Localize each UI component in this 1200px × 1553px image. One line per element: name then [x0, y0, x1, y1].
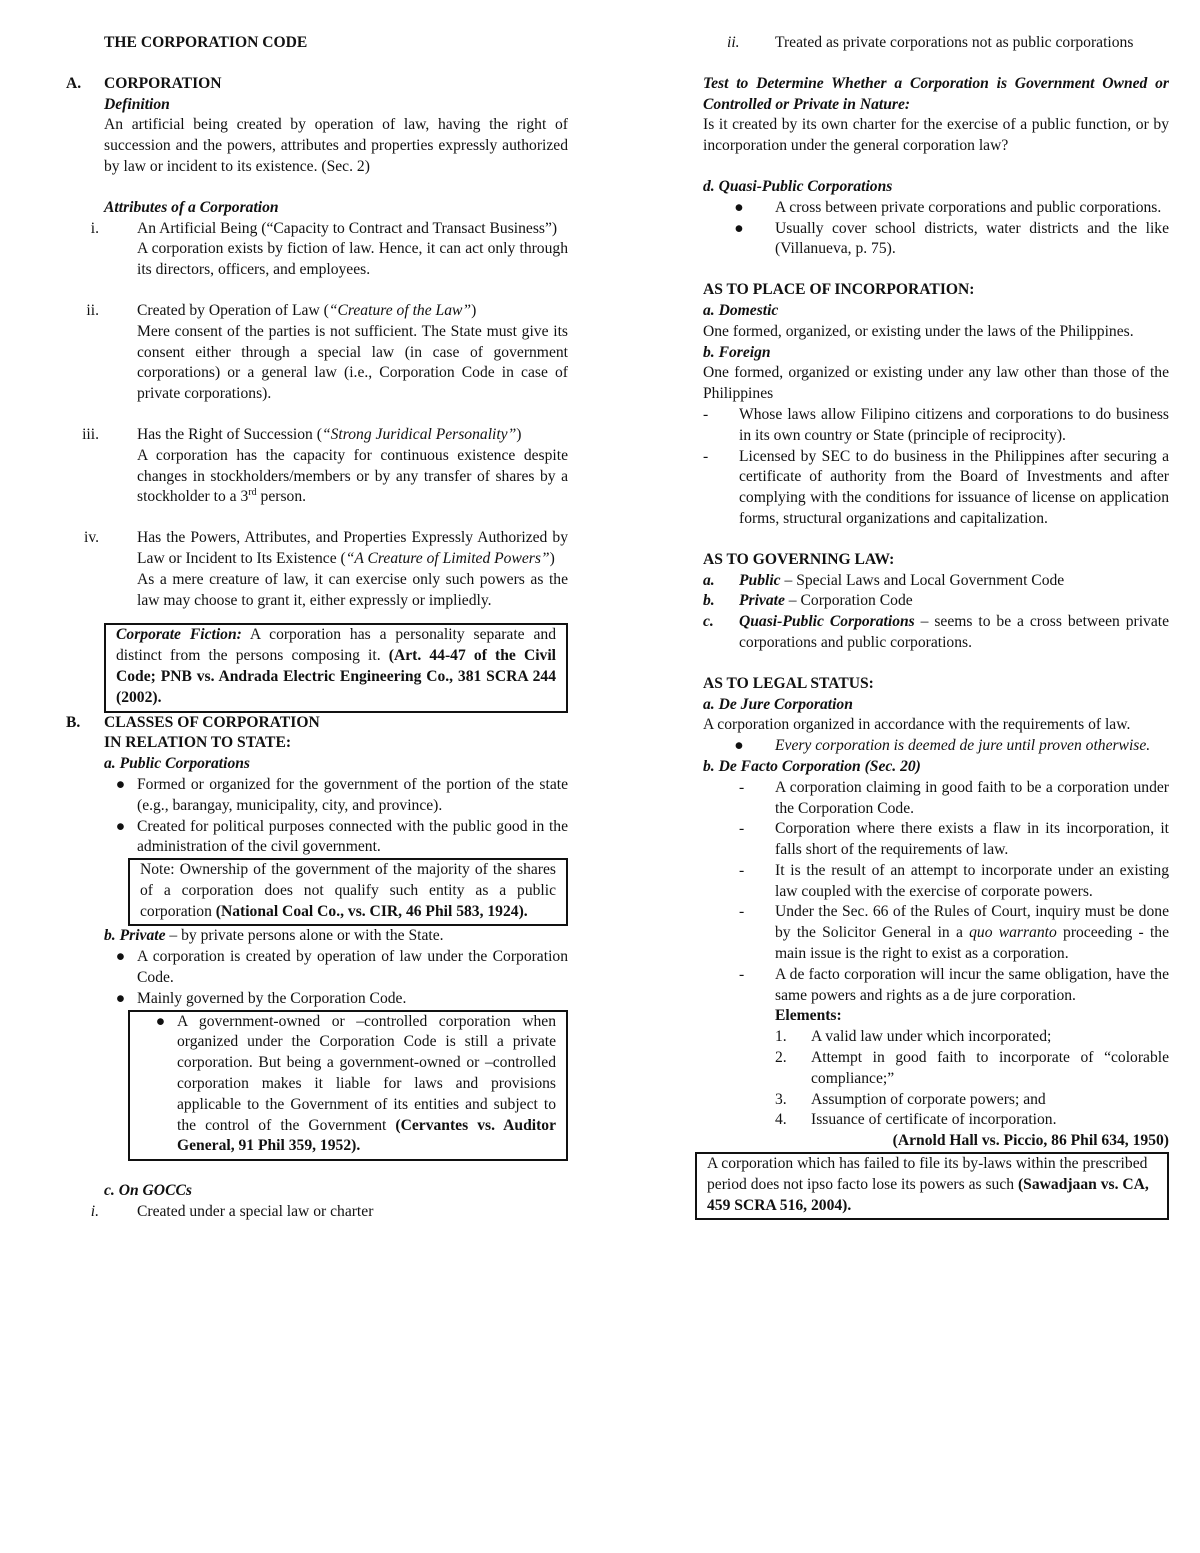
section-a-heading: [66, 74, 568, 95]
list-item: [703, 902, 1169, 964]
list-item-text: Attempt in good faith to incorporate of “colorable compliance;”: [811, 1049, 1169, 1087]
list-item-letter: b.: [703, 592, 715, 610]
list-item-text: A cross between private corporations and public corporations.: [775, 198, 1162, 216]
list-item-text: It is the result of an attempt to incorporate under an existing law coupled with the exercise of corporate powers.: [775, 861, 1169, 900]
right-column: [703, 33, 1169, 1220]
place-heading: AS TO PLACE OF INCORPORATION:: [703, 281, 975, 299]
dash-icon: -: [739, 861, 745, 879]
list-item-name: Quasi-Public Corporations: [739, 613, 915, 631]
note-text: Note: Ownership of the government of the majority of the shares of a corporation does not qualify such entity as a public corporation: [140, 861, 556, 920]
list-item: [703, 1048, 1169, 1090]
attribute-title-emphasis: “Creature of the Law”: [328, 301, 472, 319]
list-item-number: 4.: [775, 1111, 787, 1129]
attribute-title-emphasis: “A Creature of Limited Powers”: [345, 549, 550, 567]
attribute-body: A corporation exists by fiction of law. Hence, it can act only through its directors, officers, and employees.: [137, 240, 568, 279]
list-item-text: Every corporation is deemed de jure until proven otherwise.: [775, 737, 1151, 755]
list-item: [703, 571, 1169, 592]
list-item: [703, 819, 1169, 861]
attribute-body: As a mere creature of law, it can exercise only such powers as the law may choose to grant it, either expressly or impliedly.: [137, 570, 568, 609]
dash-icon: -: [739, 778, 745, 796]
list-item: [703, 198, 1169, 219]
list-item-text: – seems to be a cross between private corporations and public corporations.: [739, 613, 1170, 651]
private-heading: b. Private: [104, 927, 166, 945]
de-facto-heading: b. De Facto Corporation (Sec. 20): [703, 757, 921, 775]
list-item-name: Public: [739, 571, 781, 589]
section-a-label: A.: [66, 74, 82, 92]
list-item: [703, 1090, 1169, 1111]
list-item: [66, 1202, 568, 1223]
attribute-title: [137, 425, 568, 446]
dash-icon: -: [739, 820, 745, 838]
dash-icon: -: [703, 447, 709, 465]
corporate-fiction-box: [104, 623, 568, 712]
list-item: [66, 989, 568, 1010]
list-item-letter: a.: [703, 571, 715, 589]
test-heading: Test to Determine Whether a Corporation is Government Owned or Controlled or Private in Nature:: [703, 74, 1169, 113]
attribute-number: iv.: [83, 529, 99, 547]
bullet-icon: ●: [734, 219, 744, 237]
elements-citation: (Arnold Hall vs. Piccio, 86 Phil 634, 1950): [892, 1132, 1169, 1150]
bullet-icon: ●: [155, 1012, 166, 1030]
attribute-number: ii.: [86, 301, 99, 319]
domestic-text: One formed, organized, or existing under the laws of the Philippines.: [703, 322, 1134, 340]
list-item-text-end: proceeding - the main issue is the right to exist as a corporation.: [775, 924, 1169, 963]
section-a-title: CORPORATION: [104, 74, 222, 92]
bylaws-citation: (Sawadjaan vs. CA, 459 SCRA 516, 2004).: [707, 1175, 1149, 1214]
bullet-icon: ●: [734, 198, 744, 216]
list-item: [703, 965, 1169, 1007]
bylaws-text: A corporation which has failed to file its by-laws within the prescribed period does not ipso facto lose its powers as such: [707, 1155, 1148, 1193]
attribute-item: [66, 301, 568, 405]
list-item-number: 2.: [775, 1049, 787, 1067]
de-jure-heading: a. De Jure Corporation: [703, 695, 853, 713]
list-item-text: Mainly governed by the Corporation Code.: [137, 989, 407, 1007]
attribute-number: iii.: [82, 425, 99, 443]
attribute-title-text: Has the Powers, Attributes, and Properties Expressly Authorized by Law or Incident to Its Existence (: [137, 529, 568, 567]
list-item: [703, 736, 1169, 757]
definition-heading: Definition: [104, 95, 170, 113]
fiction-citation: (Art. 44-47 of the Civil Code; PNB vs. Andrada Electric Engineering Co., 381 SCRA 244 (2002).: [116, 647, 557, 706]
gocc-text: A government-owned or –controlled corporation when organized under the Corporation Code is still a private corporation. But being a government-owned or –controlled corporation makes it liable for laws and provisions applicable to the Government of its entities and subject to the control of the Government: [177, 1012, 556, 1134]
list-item: [703, 591, 1169, 612]
list-item: [703, 1027, 1169, 1048]
section-b-title: CLASSES OF CORPORATION: [104, 713, 320, 731]
attribute-item: [66, 219, 568, 281]
note-citation: (National Coal Co., vs. CIR, 46 Phil 583, 1924).: [215, 902, 528, 920]
list-item-text: A corporation is created by operation of law under the Corporation Code.: [137, 948, 568, 987]
list-item-number: 3.: [775, 1090, 787, 1108]
list-item: [703, 861, 1169, 903]
definition-text: An artificial being created by operation of law, having the right of succession and the powers, attributes and properties expressly authorized by law or incident to its existence. (Sec. 2): [104, 116, 568, 175]
public-corporations-heading: a. Public Corporations: [104, 755, 251, 773]
list-item: [703, 405, 1169, 447]
list-item: [66, 817, 568, 859]
ordinal-superscript: rd: [248, 487, 257, 499]
list-item: [703, 612, 1169, 654]
domestic-heading: a. Domestic: [703, 301, 779, 319]
list-item-text: Formed or organized for the government of the portion of the state (e.g., barangay, municipality, city, and province).: [137, 775, 568, 814]
definition-block: [66, 95, 568, 219]
attribute-title-text: Created by Operation of Law (: [137, 301, 329, 319]
list-item-letter: c.: [703, 613, 714, 631]
section-b-subtitle: IN RELATION TO STATE:: [104, 734, 292, 752]
list-item-number: 1.: [775, 1028, 787, 1046]
list-item-text: Under the Sec. 66 of the Rules of Court, inquiry must be done by the Solicitor General in a: [775, 903, 1169, 942]
dash-icon: -: [703, 405, 709, 423]
list-item-text: Created for political purposes connected with the public good in the administration of the civil government.: [137, 817, 568, 856]
attribute-title-close: ): [549, 549, 555, 567]
note-box: [128, 858, 568, 926]
test-text: Is it created by its own charter for the exercise of a public function, or by incorporation under the general corporation law?: [703, 116, 1169, 155]
list-item-text: Usually cover school districts, water districts and the like (Villanueva, p. 75).: [775, 219, 1169, 258]
bullet-icon: ●: [734, 737, 744, 755]
goccs-heading: c. On GOCCs: [104, 1182, 192, 1200]
attribute-item: [66, 528, 568, 611]
list-item-text: Created under a special law or charter: [137, 1203, 374, 1221]
list-item-text: Treated as private corporations not as public corporations: [775, 34, 1134, 51]
list-item-text: – Special Laws and Local Government Code: [780, 571, 1065, 589]
attribute-item: [66, 425, 568, 508]
section-b-heading: [66, 713, 568, 755]
list-item-text: Corporation where there exists a flaw in its incorporation, it falls short of the requirements of law.: [775, 820, 1169, 859]
bylaws-box: [695, 1152, 1169, 1220]
attribute-body-text: A corporation has the capacity for continuous existence despite changes in stockholders/members or by any transfer of shares by a stockholder to a 3: [137, 446, 568, 506]
elements-heading: Elements:: [775, 1007, 842, 1025]
list-item-emphasis: quo warranto: [969, 924, 1057, 942]
list-item-text: Assumption of corporate powers; and: [811, 1090, 1046, 1108]
private-description: – by private persons alone or with the State.: [165, 927, 444, 945]
fiction-lead: Corporate Fiction:: [116, 626, 242, 644]
list-item-number: i.: [90, 1203, 99, 1221]
list-item-text: A corporation claiming in good faith to be a corporation under the Corporation Code.: [775, 778, 1169, 817]
document-title: THE CORPORATION CODE: [104, 34, 308, 51]
left-column: [66, 33, 568, 1223]
attribute-title-emphasis: “Strong Juridical Personality”: [321, 425, 517, 443]
section-b-label: B.: [66, 713, 81, 731]
bullet-icon: ●: [115, 989, 126, 1007]
list-item: [703, 1110, 1169, 1131]
legal-status-heading: AS TO LEGAL STATUS:: [703, 674, 874, 692]
list-item-text: A valid law under which incorporated;: [811, 1028, 1052, 1046]
bullet-icon: ●: [115, 817, 126, 835]
foreign-text: One formed, organized or existing under any law other than those of the Philippines: [703, 364, 1169, 403]
attribute-body: [137, 446, 568, 508]
dash-icon: -: [739, 903, 745, 921]
list-item: [703, 778, 1169, 820]
attributes-heading: Attributes of a Corporation: [104, 198, 279, 216]
list-item-text: A de facto corporation will incur the same obligation, have the same powers and rights as a de jure corporation.: [775, 965, 1169, 1004]
list-item: [66, 775, 568, 817]
de-jure-text: A corporation organized in accordance with the requirements of law.: [703, 716, 1131, 734]
list-item-name: Private: [739, 592, 785, 610]
attribute-title: An Artificial Being (“Capacity to Contract and Transact Business”): [137, 219, 558, 237]
foreign-heading: b. Foreign: [703, 343, 771, 361]
list-item: [703, 33, 1169, 54]
attribute-title-close: ): [516, 425, 522, 443]
attribute-title-close: ): [471, 301, 477, 319]
list-item-number: ii.: [727, 34, 740, 51]
list-item: [703, 447, 1169, 530]
attribute-body: Mere consent of the parties is not sufficient. The State must give its consent either through a special law (in case of government corporations) or a general law (i.e., Corporation Code in case of private corporations).: [137, 322, 568, 403]
bullet-icon: ●: [115, 948, 126, 966]
dash-icon: -: [739, 965, 745, 983]
list-item-text: Whose laws allow Filipino citizens and corporations to do business in its own country or State (principle of reciprocity).: [739, 405, 1169, 444]
list-item: [66, 947, 568, 989]
quasi-public-heading: d. Quasi-Public Corporations: [703, 177, 893, 195]
attribute-number: i.: [90, 219, 99, 237]
governing-law-heading: AS TO GOVERNING LAW:: [703, 550, 895, 568]
attribute-title-text: Has the Right of Succession (: [137, 425, 322, 443]
bullet-icon: ●: [115, 775, 126, 793]
fiction-text: A corporation has a personality separate and distinct from the persons composing it.: [116, 626, 557, 665]
list-item: [703, 219, 1169, 261]
list-item-text: Issuance of certificate of incorporation.: [811, 1111, 1057, 1129]
list-item-text: – Corporation Code: [784, 592, 913, 610]
attribute-body-end: person.: [256, 488, 307, 506]
attribute-title: [137, 301, 568, 322]
list-item-text: Licensed by SEC to do business in the Philippines after securing a certificate of authority from the Board of Investments and after complying with the conditions for issuance of license on application forms, structural organizations and capitalization.: [739, 447, 1169, 527]
gocc-box: [128, 1010, 568, 1162]
attribute-title: [137, 528, 568, 570]
gocc-citation: (Cervantes vs. Auditor General, 91 Phil 359, 1952).: [177, 1116, 557, 1155]
